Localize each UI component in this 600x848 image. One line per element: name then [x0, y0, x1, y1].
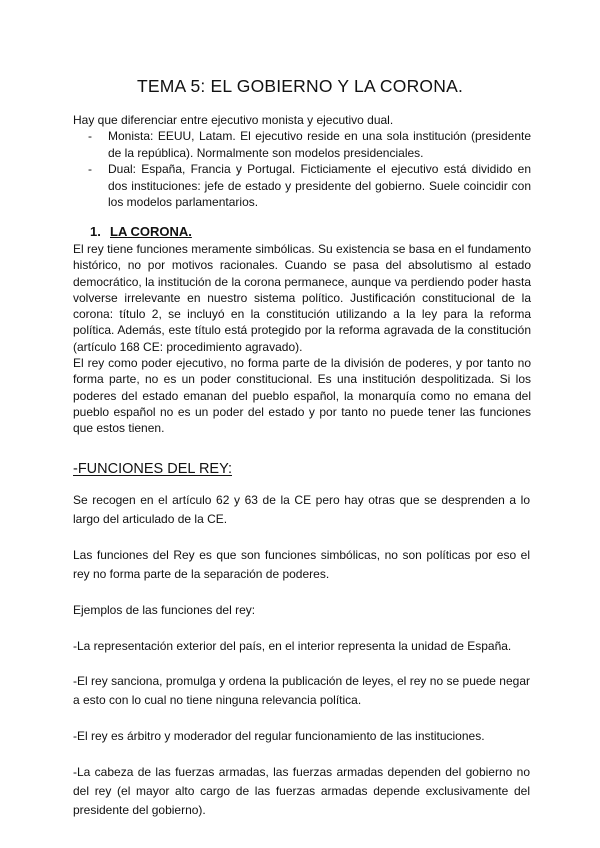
section-heading-funciones: -FUNCIONES DEL REY:: [73, 461, 232, 477]
corona-paragraph: El rey tiene funciones meramente simbólicas. Su existencia se basa en el fundamento histórico, no por motivos racionales. Cuando se pasa del absolutismo al estado democrático, la institución de la corona permanece, aunque va perdiendo poder hasta volverse irrelevante en nuestro sistema político. Justificación constitucional de la corona: título 2, se incluyó en la constitución utilizando a la ley para la reforma política. Además, este título está protegido por la reforma agravada de la constitución (artículo 168 CE: procedimiento agravado).: [73, 242, 531, 354]
bullet-item-monista: [73, 128, 531, 161]
funciones-paragraph: Las funciones del Rey es que son funciones simbólicas, no son políticas por eso el rey no forma parte de la separación de poderes.: [73, 547, 530, 582]
funciones-paragraph: Se recogen en el artículo 62 y 63 de la CE pero hay otras que se desprenden a lo largo del articulado de la CE.: [73, 493, 530, 527]
section-heading-corona: [90, 224, 192, 239]
corona-paragraph: El rey como poder ejecutivo, no forma parte de la división de poderes, y por tanto no forma parte, no es un poder constitucional. Es una institución despolitizada. Si los poderes del estado emanan del pueblo español, la monarquía como no emana del pueblo español no es un poder del estado y por tanto no puede tener las funciones que estos tienen.: [73, 356, 531, 436]
corona-body: [73, 241, 531, 437]
document-title: TEMA 5: EL GOBIERNO Y LA CORONA.: [136, 76, 464, 96]
bullet-marker: -: [88, 129, 92, 143]
section-number: 1.: [90, 224, 101, 239]
bullet-item-dual: [73, 161, 531, 211]
funciones-paragraph: -La representación exterior del país, en el interior representa la unidad de España.: [73, 638, 512, 653]
funciones-paragraph: -El rey es árbitro y moderador del regular funcionamiento de las instituciones.: [73, 729, 485, 744]
bullet-text: Monista: EEUU, Latam. El ejecutivo reside en una sola institución (presidente de la república). Normalmente son modelos presidenciales.: [108, 129, 531, 160]
bullet-marker: -: [88, 162, 92, 176]
bullet-list: [73, 128, 531, 211]
bullet-text: Dual: España, Francia y Portugal. Ficticiamente el ejecutivo está dividido en dos instituciones: jefe de estado y presidente del gobierno. Suele coincidir con los modelos parlamentarios.: [108, 162, 531, 209]
intro-text: Hay que diferenciar entre ejecutivo monista y ejecutivo dual.: [73, 113, 394, 127]
funciones-paragraph: -El rey sanciona, promulga y ordena la publicación de leyes, el rey no se puede negar a esto con lo cual no tiene ninguna relevancia política.: [73, 674, 530, 708]
funciones-body: [73, 491, 530, 837]
section-title: LA CORONA.: [110, 224, 192, 239]
funciones-paragraph: -La cabeza de las fuerzas armadas, las fuerzas armadas dependen del gobierno no del rey (el mayor alto cargo de las fuerzas armadas depende exclusivamente del presidente del gobierno).: [73, 764, 530, 818]
funciones-paragraph: Ejemplos de las funciones del rey:: [73, 602, 256, 617]
